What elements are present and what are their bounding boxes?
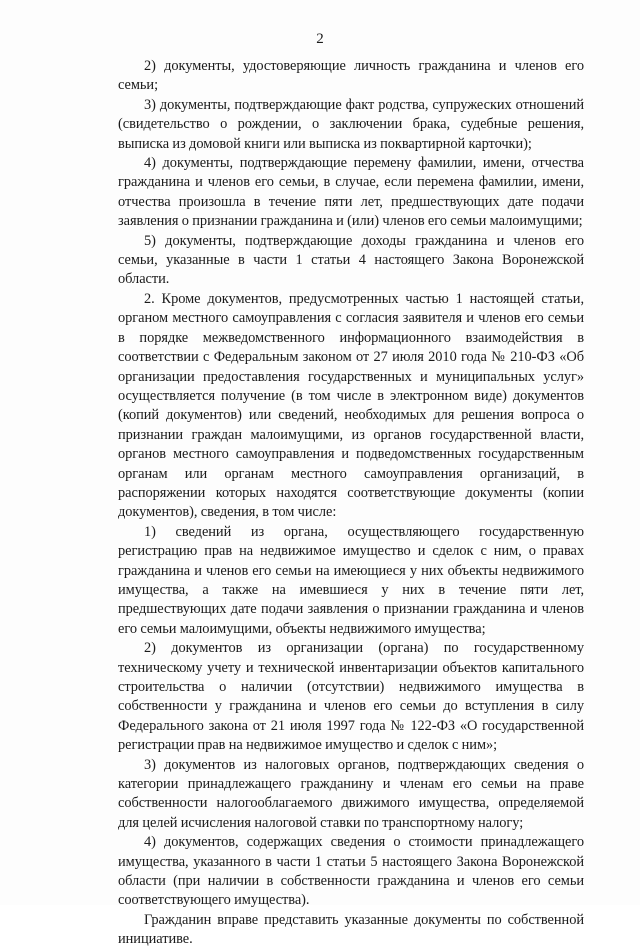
- paragraph-kinship-documents: 3) документы, подтверждающие факт родства, супружеских отношений (свидетельство о рождении, о заключении брака, судебные решения, выписка из домовой книги или выписка из поквартирной карточки);: [118, 96, 584, 152]
- page-number: 2: [316, 31, 324, 47]
- document-body: [118, 57, 584, 950]
- paragraph-interagency-request: 2. Кроме документов, предусмотренных частью 1 настоящей статьи, органом местного самоуправления с согласия заявителя и членов его семьи в порядке межведомственного информационного взаимодействия в соответствии с Федеральным законом от 27 июля 2010 года № 210-ФЗ «Об организации предоставления государственных и муниципальных услуг» осуществляется получение (в том числе в электронном виде) документов (копий документов) или сведений, необходимых для решения вопроса о признании граждан малоимущими, из органов государственной власти, органов местного самоуправления и подведомственных государственным органам или органам местного самоуправления организаций, в распоряжении которых находятся соответствующие документы (копии документов), сведения, в том числе:: [118, 290, 584, 521]
- paragraph-real-estate-registry: 1) сведений из органа, осуществляющего государственную регистрацию прав на недвижимое имущество и сделок с ним, о правах гражданина и членов его семьи на имеющиеся у них объекты недвижимого имущества, а также на имевшиеся у них в течение пяти лет, предшествующих дате подачи заявления о признании гражданина и членов его семьи малоимущими, объекты недвижимого имущества;: [118, 523, 584, 637]
- paragraph-tax-authority: 3) документов из налоговых органов, подтверждающих сведения о категории принадлежащего гражданину и членам его семьи на праве собственности налогооблагаемого движимого имущества, определяемой для целей исчисления налоговой ставки по транспортному налогу;: [118, 756, 584, 831]
- paragraph-name-change-documents: 4) документы, подтверждающие перемену фамилии, имени, отчества гражданина и членов его семьи, в случае, если перемена фамилии, имени, отчества произошла в течение пяти лет, предшествующих дате подачи заявления о признании гражданина и (или) членов его семьи малоимущими;: [118, 155, 584, 230]
- paragraph-income-documents: 5) документы, подтверждающие доходы гражданина и членов его семьи, указанные в части 1 статьи 4 настоящего Закона Воронежской области.: [118, 232, 584, 288]
- paragraph-own-initiative: Гражданин вправе представить указанные документы по собственной инициативе.: [118, 911, 584, 948]
- paragraph-technical-inventory: 2) документов из организации (органа) по государственному техническому учету и технической инвентаризации объектов капитального строительства о наличии (отсутствии) недвижимого имущества в собственности у гражданина и членов его семьи до вступления в силу Федерального закона от 21 июля 1997 года № 122-ФЗ «О государственной регистрации прав на недвижимое имущество и сделок с ним»;: [118, 640, 584, 754]
- paragraph-identity-documents: 2) документы, удостоверяющие личность гражданина и членов его семьи;: [118, 58, 584, 94]
- paragraph-property-value: 4) документов, содержащих сведения о стоимости принадлежащего имущества, указанного в части 1 статьи 5 настоящего Закона Воронежской области (при наличии в собственности гражданина и членов его семьи соответствующего имущества).: [118, 834, 584, 909]
